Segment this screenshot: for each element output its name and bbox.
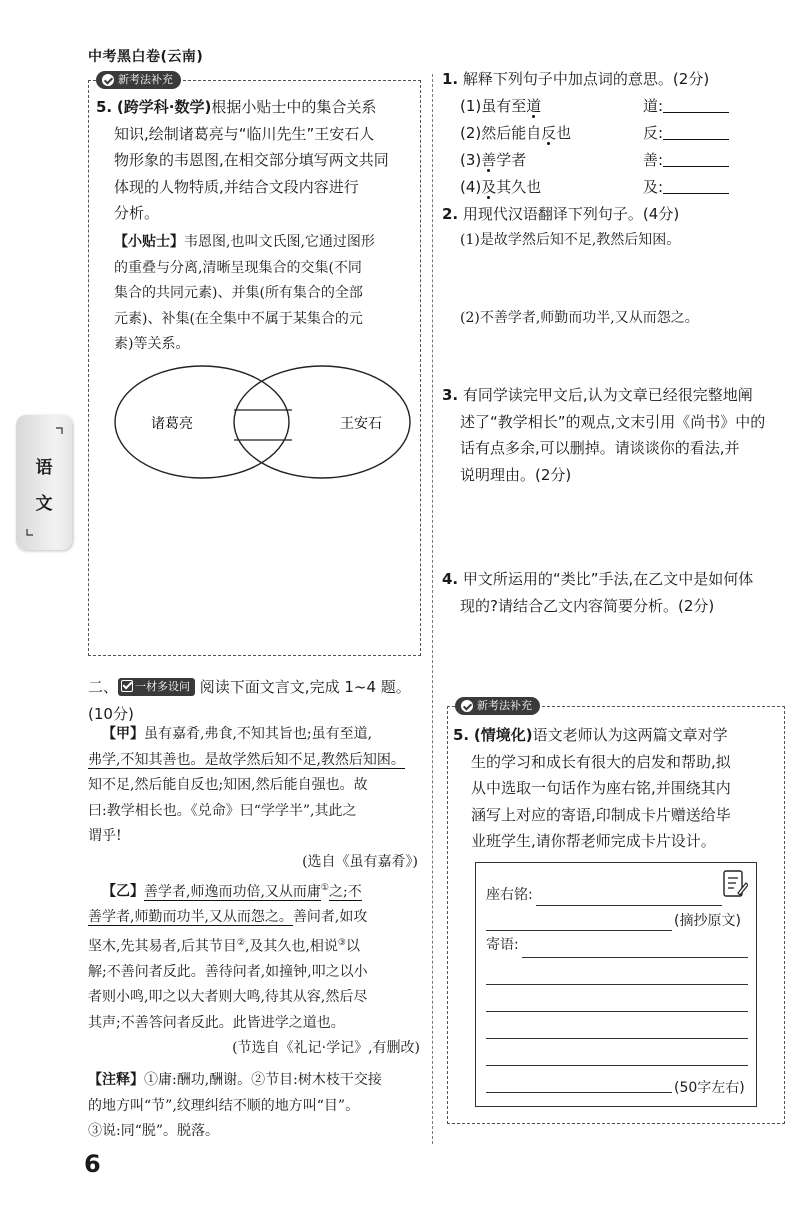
message-line[interactable]	[486, 1065, 748, 1066]
checkbox-icon	[121, 680, 133, 692]
q-text-line: 根据小贴士中的集合关系	[211, 98, 377, 116]
passage-line: 之;不	[328, 883, 362, 900]
column-divider	[432, 74, 433, 1144]
translate-sentence-1: (1)是故学然后知不足,教然后知困。	[460, 231, 681, 248]
tip-box	[114, 230, 416, 358]
passage-line: 谓乎!	[88, 828, 122, 844]
tip-line: 集合的共同元素)、并集(所有集合的全部	[114, 285, 363, 301]
tip-line: 元素)、补集(在全集中不属于某集合的元	[114, 310, 363, 327]
multi-question-badge	[118, 678, 195, 696]
q-text-line: 说明理由。(2分)	[460, 465, 572, 484]
new-exam-badge	[96, 71, 181, 89]
notes	[88, 1068, 428, 1145]
venn-left-circle	[115, 366, 289, 478]
page-number: 6	[84, 1150, 101, 1178]
subject-tab	[16, 415, 72, 550]
venn-right-circle	[234, 366, 410, 478]
notes-label: 【注释】	[88, 1072, 144, 1088]
q-text-line: 话有点多余,可以删掉。请谈谈你的看法,并	[460, 439, 740, 457]
passage-line: 弗学,不知其善也。是故学然后知不足,教然后知困。	[88, 751, 405, 768]
passage-line: ,及其久也,相说	[244, 938, 338, 955]
corner-mark-icon	[56, 427, 63, 434]
q-text-line: 涵写上对应的寄语,印制成卡片赠送给毕	[471, 805, 731, 824]
section-prefix: 二、	[88, 678, 119, 696]
badge-label: 一材多设问	[135, 680, 191, 693]
q-text-line: 语文老师认为这两篇文章对学	[532, 726, 728, 744]
q-number: 3.	[442, 386, 459, 404]
q1-item: (1)虽有至道 道:	[442, 93, 787, 120]
q-text-line: 知识,绘制诸葛亮与“临川先生”王安石人	[114, 124, 375, 143]
notepad-pen-icon	[722, 869, 748, 899]
q-number: 2.	[442, 205, 459, 223]
venn-left-label: 诸葛亮	[151, 416, 193, 432]
badge-label: 新考法补充	[477, 699, 532, 712]
message-line[interactable]	[486, 1038, 748, 1039]
passage-source: (节选自《礼记·学记》,有删改)	[232, 1040, 420, 1057]
q-text-line: 有同学读完甲文后,认为文章已经很完整地阐	[462, 386, 753, 404]
copy-note: (摘抄原文)	[674, 913, 741, 929]
q1-item: (3)善学者 善:	[442, 147, 787, 174]
q1-item: (4)及其久也 及:	[442, 174, 787, 201]
venn-diagram	[110, 362, 415, 484]
passage-line: 曰:教学相长也。《兑命》曰“学学半”,其此之	[88, 802, 357, 819]
passage-line: 虽有嘉肴,弗食,不知其旨也;虽有至道,	[144, 726, 373, 742]
passage-label: 【甲】	[102, 726, 144, 742]
notes-line: ①庸:酬功,酬谢。②节目:树木枝干交接	[144, 1072, 382, 1088]
passage-line: 善问者,如攻	[292, 909, 368, 926]
q-text-line: 物形象的韦恩图,在相交部分填写两文共同	[114, 151, 389, 169]
tip-line: 素)等关系。	[114, 336, 190, 352]
passage-yi	[88, 876, 424, 1062]
answer-blank[interactable]	[663, 166, 729, 167]
notes-line: 的地方叫“节”,纹理纠结不顺的地方叫“目”。	[88, 1097, 360, 1114]
motto-card	[475, 862, 757, 1107]
q-text-line: 甲文所运用的“类比”手法,在乙文中是如何体	[462, 570, 754, 588]
passage-line: 以	[345, 938, 360, 955]
message-line[interactable]	[486, 984, 748, 985]
question-2	[442, 201, 787, 253]
message-line[interactable]	[486, 1092, 672, 1093]
badge-check-icon	[102, 74, 114, 86]
word-count-note: (50字左右)	[674, 1080, 745, 1096]
reading-instruction	[88, 674, 428, 727]
instruction-text: 阅读下面文言文,完成 1~4 题。	[199, 678, 411, 696]
new-exam-badge	[455, 697, 540, 715]
motto-label: 座右铭:	[486, 887, 533, 903]
tip-label: 【小贴士】	[114, 234, 184, 250]
tip-line: 的重叠与分离,清晰呈现集合的交集(不同	[114, 259, 362, 276]
q-number: 5.	[96, 98, 113, 116]
q-tag: (情境化)	[473, 726, 533, 744]
q5-venn-question	[96, 94, 416, 227]
q5-card-question	[453, 722, 783, 855]
q-text-line: 述了“教学相长”的观点,文末引用《尚书》中的	[460, 412, 766, 431]
q-text: 解释下列句子中加点词的意思。(2分)	[462, 70, 710, 88]
tip-line: 韦恩图,也叫文氏图,它通过图形	[184, 234, 375, 250]
q-text: 用现代汉语翻译下列句子。(4分)	[462, 205, 680, 223]
question-1	[442, 66, 787, 201]
translate-sentence-2: (2)不善学者,师勤而功半,又从而怨之。	[460, 310, 699, 326]
motto-line-1[interactable]	[536, 905, 722, 906]
q-text-line: 分析。	[114, 204, 160, 222]
footnote-mark: ②	[236, 937, 245, 948]
corner-mark-icon	[26, 529, 33, 536]
passage-line: 者则小鸣,叩之以大者则大鸣,待其从容,然后尽	[88, 989, 368, 1006]
passage-jia	[88, 722, 424, 875]
message-line[interactable]	[486, 1011, 748, 1012]
passage-line: 解;不善问者反此。善待问者,如撞钟,叩之以小	[88, 963, 368, 980]
question-3	[442, 382, 787, 488]
answer-blank[interactable]	[663, 193, 729, 194]
venn-right-label: 王安石	[340, 416, 382, 432]
notes-line: ③说:同“脱”。脱落。	[88, 1123, 220, 1139]
answer-blank[interactable]	[663, 139, 729, 140]
motto-line-2[interactable]	[486, 930, 672, 931]
badge-label: 新考法补充	[118, 73, 173, 86]
passage-line: 善学者,师逸而功倍,又从而庸	[144, 883, 321, 900]
q-text-line: 生的学习和成长有很大的启发和帮助,拟	[471, 752, 731, 771]
q1-item: (2)然后能自反也 反:	[442, 120, 787, 147]
answer-blank[interactable]	[663, 112, 729, 113]
q-text-line: 从中选取一句话作为座右铭,并围绕其内	[471, 779, 731, 797]
q-text-line: 现的?请结合乙文内容简要分析。(2分)	[460, 596, 715, 615]
passage-source: (选自《虽有嘉肴》)	[302, 853, 418, 870]
q-text-line: 业班学生,请你帮老师完成卡片设计。	[471, 832, 716, 850]
question-4	[442, 566, 787, 619]
page-header-title: 中考黑白卷(云南)	[88, 49, 204, 65]
passage-line: 知不足,然后能自反也;知困,然后能自强也。故	[88, 777, 368, 793]
footnote-mark: ①	[320, 883, 329, 893]
q-number: 5.	[453, 726, 470, 744]
section-score: (10分)	[88, 704, 134, 723]
passage-label: 【乙】	[102, 883, 144, 900]
message-label: 寄语:	[486, 937, 519, 953]
badge-check-icon	[461, 700, 473, 712]
q-number: 1.	[442, 70, 459, 88]
passage-line: 其声;不善答问者反此。此皆进学之道也。	[88, 1014, 345, 1031]
tab-char-wen: 文	[35, 494, 53, 514]
tab-char-yu: 语	[35, 458, 53, 478]
q-number: 4.	[442, 570, 459, 588]
passage-line: 坚木,先其易者,后其节目	[88, 938, 237, 955]
passage-line: 善学者,师勤而功半,又从而怨之。	[88, 909, 293, 926]
q-text-line: 体现的人物特质,并结合文段内容进行	[114, 177, 359, 196]
message-line[interactable]	[522, 957, 748, 958]
q-tag: (跨学科·数学)	[116, 98, 212, 116]
footnote-mark: ③	[337, 937, 346, 948]
